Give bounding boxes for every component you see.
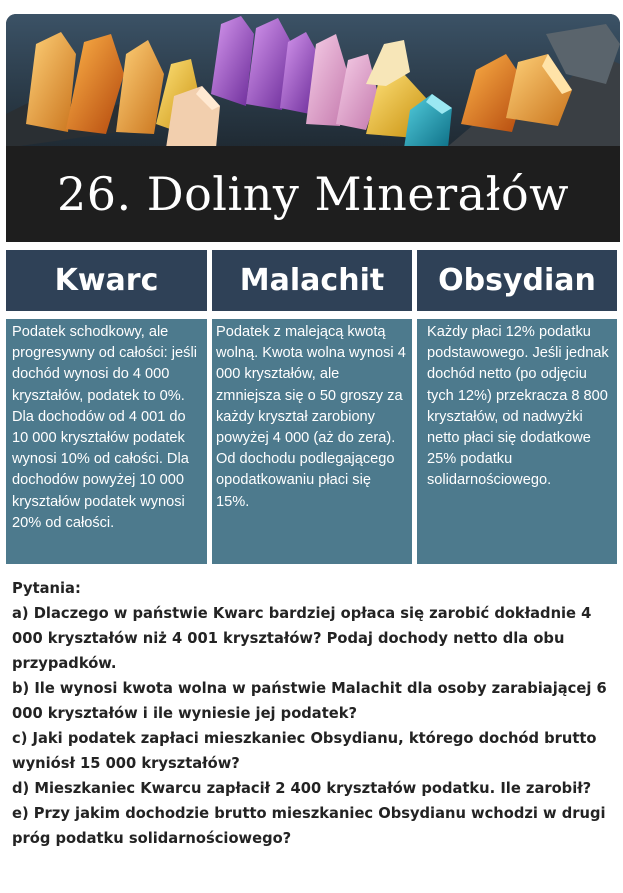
- country-header-kwarc: [6, 250, 207, 311]
- question-d: d) Mieszkaniec Kwarcu zapłacił 2 400 kryształów podatku. Ile zarobił?: [12, 780, 592, 797]
- country-description-obsydian: [417, 319, 617, 564]
- minerals-banner-image: [6, 14, 620, 148]
- country-name: Obsydian: [438, 263, 596, 298]
- description-text: Podatek z malejącą kwotą wolną. Kwota wolna wynosi 4 000 kryształów, ale zmniejsza się o 50 groszy za każdy kryształ zarobiony powyżej 4 000 (aż do zera). Od dochodu podlegającego opodatkowaniu płaci się 15%.: [216, 324, 406, 510]
- country-header-malachit: [212, 250, 412, 311]
- page-title: 26. Doliny Minerałów: [56, 167, 570, 221]
- country-name: Malachit: [239, 263, 385, 298]
- country-name: Kwarc: [54, 263, 159, 298]
- minerals-illustration: [6, 14, 620, 148]
- question-b: b) Ile wynosi kwota wolna w państwie Malachit dla osoby zarabiającej 6 000 kryształów i ile wyniesie jej podatek?: [12, 680, 607, 722]
- questions-heading: Pytania:: [12, 580, 81, 597]
- question-e: e) Przy jakim dochodzie brutto mieszkaniec Obsydianu wchodzi w drugi próg podatku solidarnościowego?: [12, 805, 606, 847]
- country-description-kwarc: [6, 319, 207, 564]
- description-text: Każdy płaci 12% podatku podstawowego. Jeśli jednak dochód netto (po odjęciu tych 12%) przekracza 8 800 kryształów, od nadwyżki netto płaci się dodatkowe 25% podatku solidarnościowego.: [427, 324, 609, 489]
- questions-section: [12, 576, 612, 851]
- country-header-obsydian: [417, 250, 617, 311]
- country-description-malachit: [212, 319, 412, 564]
- title-bar: [6, 146, 620, 242]
- question-a: a) Dlaczego w państwie Kwarc bardziej opłaca się zarobić dokładnie 4 000 kryształów niż 4 001 kryształów? Podaj dochody netto dla obu przypadków.: [12, 605, 592, 672]
- question-c: c) Jaki podatek zapłaci mieszkaniec Obsydianu, którego dochód brutto wyniósł 15 000 kryształów?: [12, 730, 597, 772]
- description-text: Podatek schodkowy, ale progresywny od całości: jeśli dochód wynosi do 4 000 kryształów, podatek to 0%. Dla dochodów od 4 001 do 10 000 kryształów podatek wynosi 10% od całości. Dla dochodów powyżej 10 000 kryształów podatek wynosi 20% od całości.: [12, 324, 197, 531]
